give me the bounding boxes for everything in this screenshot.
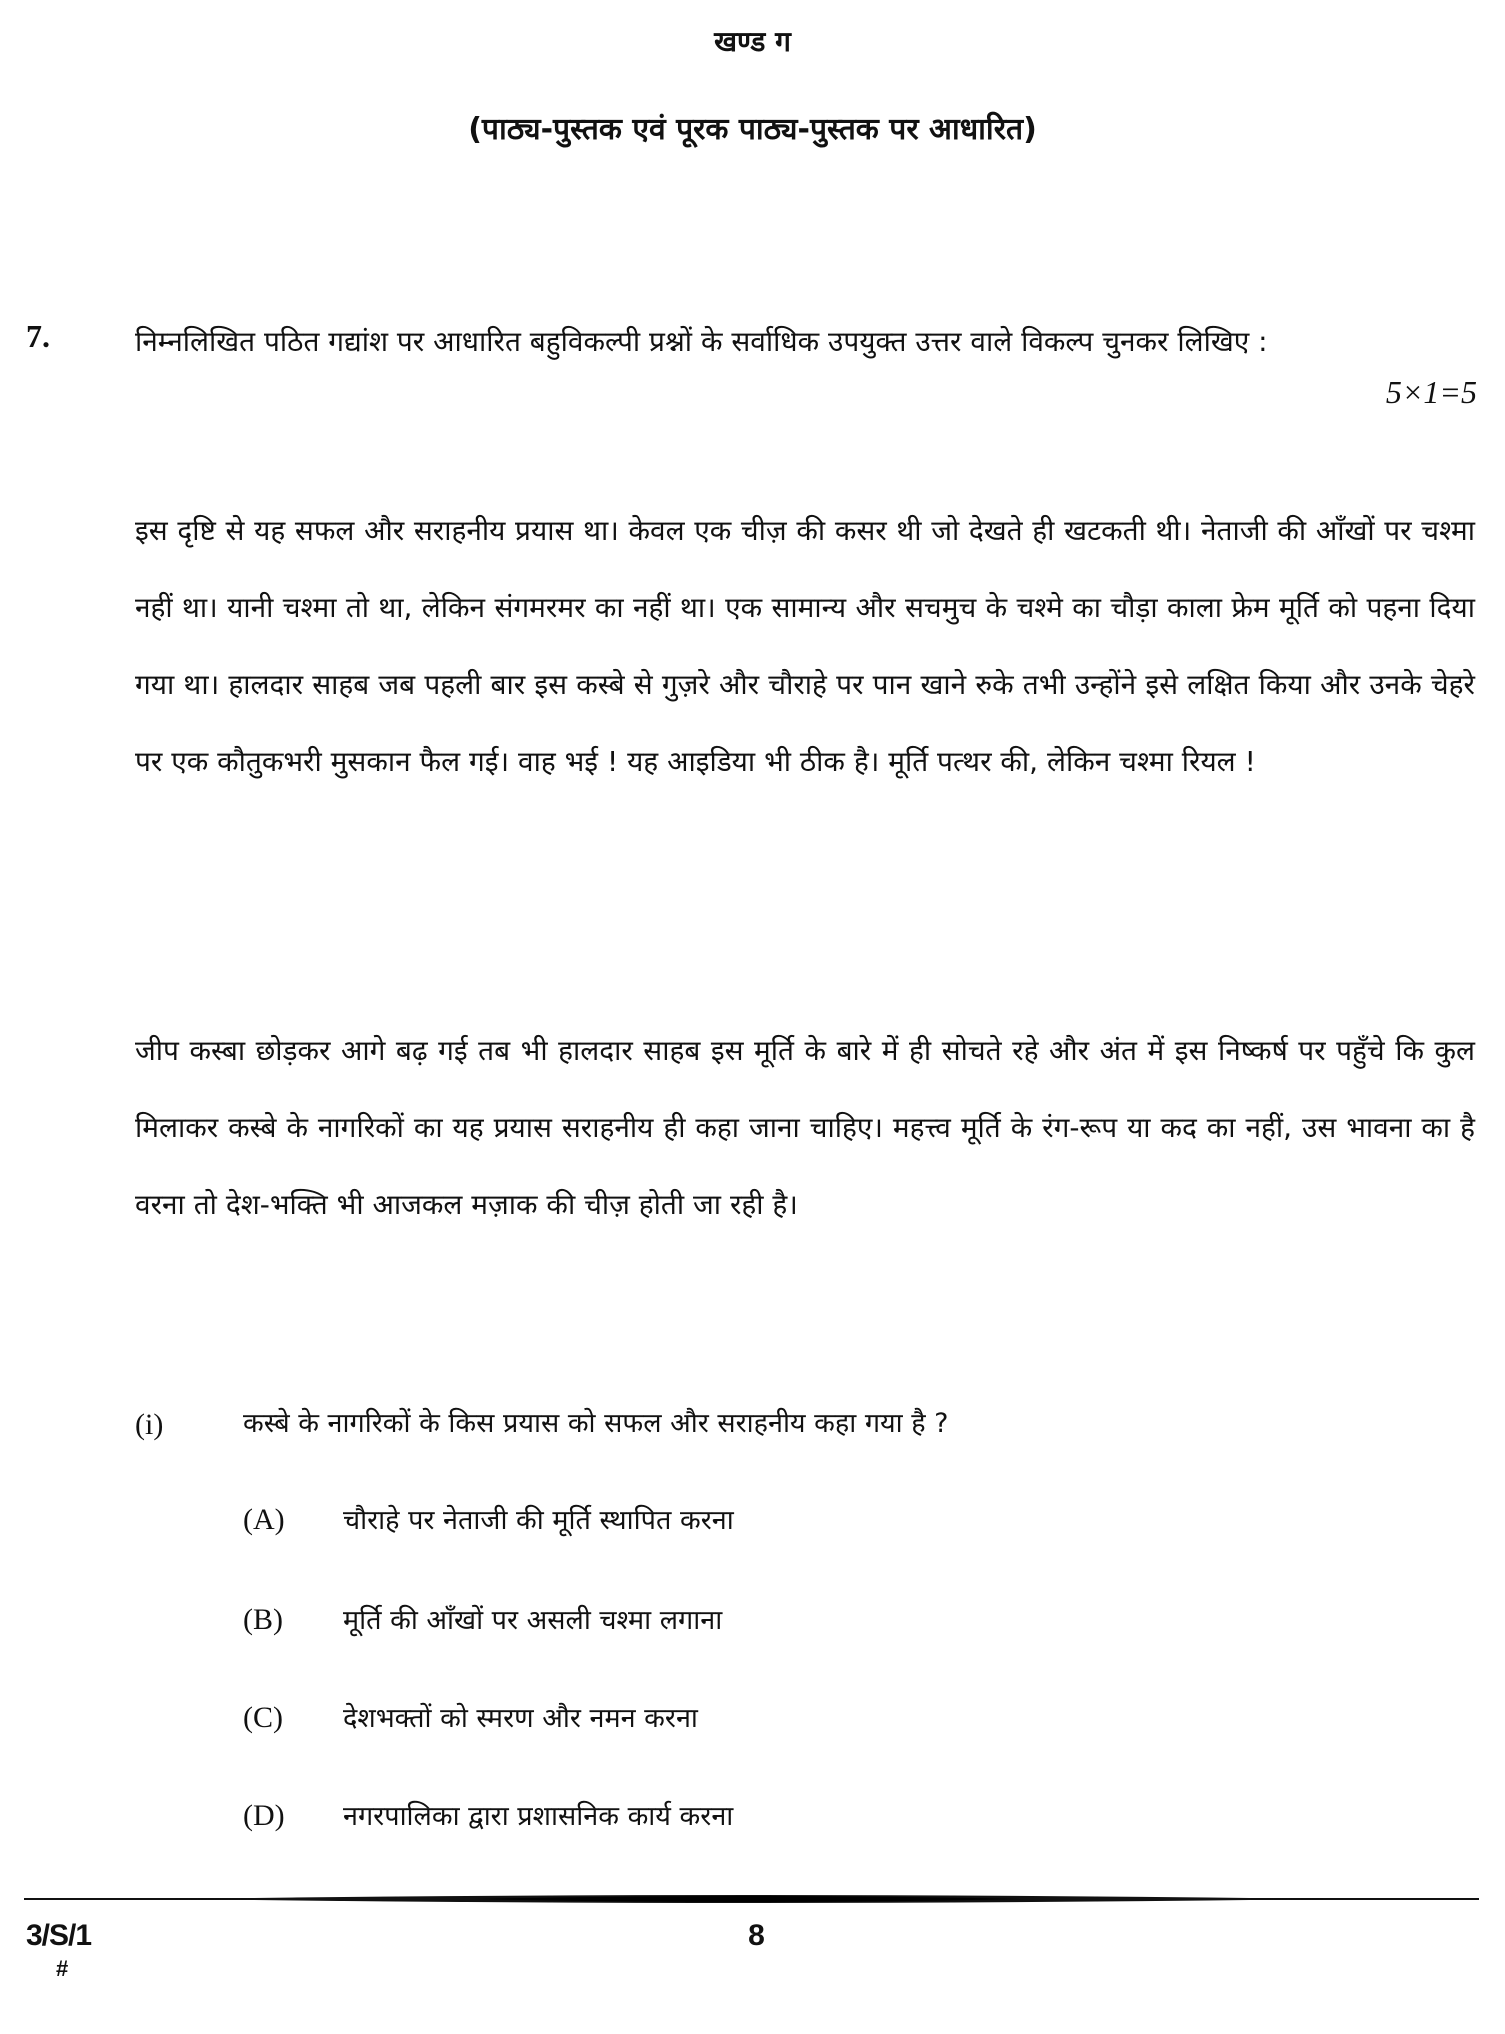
- option-text: मूर्ति की आँखों पर असली चश्मा लगाना: [343, 1605, 723, 1636]
- question-number: 7.: [26, 318, 50, 354]
- option-d: [243, 1796, 733, 1837]
- option-label: (C): [243, 1701, 283, 1734]
- hash-mark: #: [56, 1956, 69, 1981]
- footer-divider: [24, 1893, 1479, 1905]
- sub-question-label: (i): [135, 1408, 164, 1441]
- question-instruction: निम्नलिखित पठित गद्यांश पर आधारित बहुविकल्पी प्रश्नों के सर्वाधिक उपयुक्त उत्तर वाले विकल्प चुनकर लिखिए :: [135, 325, 1268, 358]
- option-c: [243, 1698, 698, 1739]
- option-label: (A): [243, 1503, 285, 1536]
- option-text: नगरपालिका द्वारा प्रशासनिक कार्य करना: [343, 1801, 734, 1832]
- option-text: देशभक्तों को स्मरण और नमन करना: [343, 1703, 698, 1734]
- option-label: (D): [243, 1799, 285, 1832]
- option-text: चौराहे पर नेताजी की मूर्ति स्थापित करना: [343, 1505, 734, 1536]
- option-a: [243, 1500, 734, 1541]
- paper-code: 3/S/1: [26, 1919, 92, 1952]
- sub-question-text: कस्बे के नागरिकों के किस प्रयास को सफल और सराहनीय कहा गया है ?: [243, 1408, 949, 1439]
- passage-paragraph-2: जीप कस्बा छोड़कर आगे बढ़ गई तब भी हालदार साहब इस मूर्ति के बारे में ही सोचते रहे और अंत में इस निष्कर्ष पर पहुँचे कि कुल मिलाकर कस्बे के नागरिकों का यह प्रयास सराहनीय ही कहा जाना चाहिए। महत्त्व मूर्ति के रंग-रूप या कद का नहीं, उस भावना का है वरना तो देश-भक्ति भी आजकल मज़ाक की चीज़ होती जा रही है।: [135, 1034, 1475, 1221]
- option-label: (B): [243, 1603, 283, 1636]
- page-number: 8: [748, 1919, 765, 1952]
- section-title: खण्ड ग: [714, 25, 791, 58]
- passage-paragraph-1: इस दृष्टि से यह सफल और सराहनीय प्रयास था। केवल एक चीज़ की कसर थी जो देखते ही खटकती थी। नेताजी की आँखों पर चश्मा नहीं था। यानी चश्मा तो था, लेकिन संगमरमर का नहीं था। एक सामान्य और सचमुच के चश्मे का चौड़ा काला फ्रेम मूर्ति को पहना दिया गया था। हालदार साहब जब पहली बार इस कस्बे से गुज़रे और चौराहे पर पान खाने रुके तभी उन्होंने इसे लक्षित किया और उनके चेहरे पर एक कौतुकभरी मुसकान फैल गई। वाह भई ! यह आइडिया भी ठीक है। मूर्ति पत्थर की, लेकिन चश्मा रियल !: [135, 514, 1475, 778]
- question-marks: 5×1=5: [1385, 374, 1477, 410]
- section-subtitle: (पाठ्य-पुस्तक एवं पूरक पाठ्य-पुस्तक पर आधारित): [468, 112, 1037, 147]
- option-b: [243, 1600, 722, 1641]
